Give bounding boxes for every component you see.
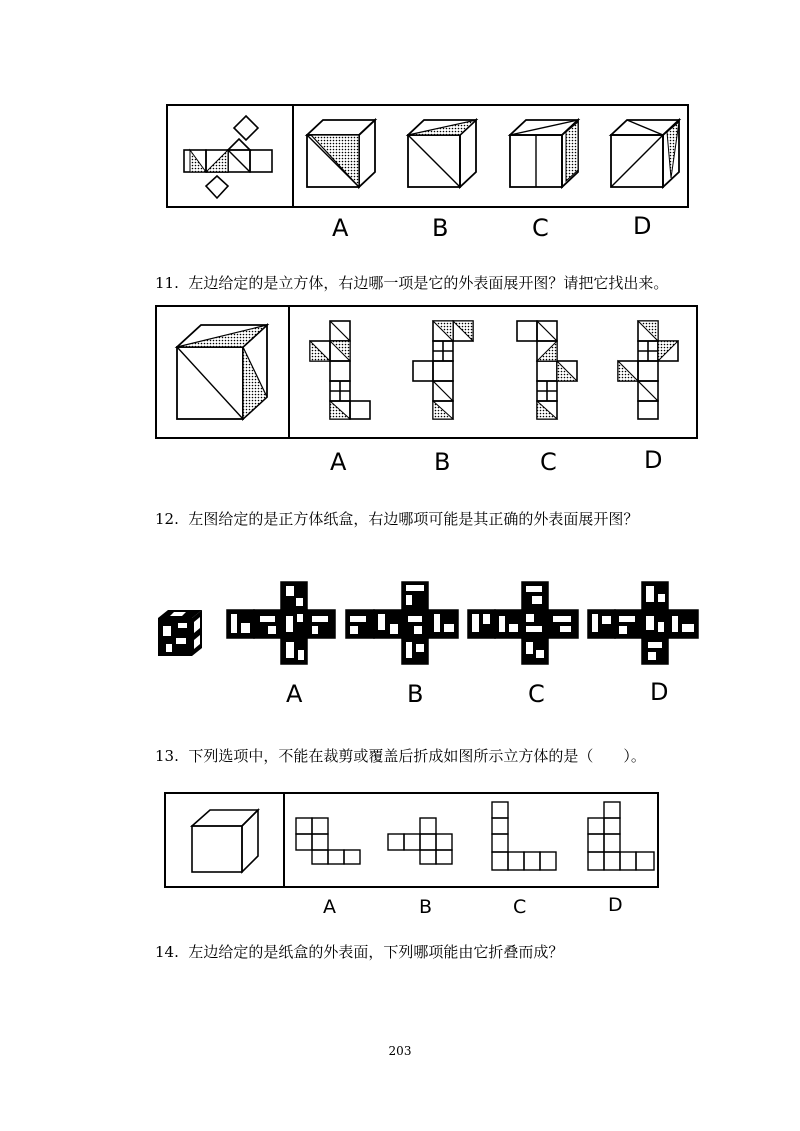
option-c-grid-net xyxy=(490,800,560,874)
option-label-d: D xyxy=(608,894,623,916)
option-a-net xyxy=(302,319,382,419)
given-net xyxy=(176,110,286,206)
option-b-net xyxy=(407,319,487,419)
question-11 xyxy=(155,272,668,293)
option-label-a: A xyxy=(330,448,347,476)
given-plain-cube xyxy=(190,808,262,874)
option-b-grid-net xyxy=(386,816,456,866)
option-c-cube xyxy=(508,118,583,193)
question-13-text: 下列选项中，不能在裁剪或覆盖后折成如图所示立方体的是（ ）。 xyxy=(188,747,646,765)
option-a-pattern-net xyxy=(224,580,338,666)
option-label-c: C xyxy=(540,448,557,476)
option-label-b: B xyxy=(407,680,424,708)
option-c-pattern-net xyxy=(466,580,582,666)
option-b-cube xyxy=(406,118,481,193)
question-12-text: 左图给定的是正方体纸盒，右边哪项可能是其正确的外表面展开图？ xyxy=(188,510,639,528)
option-label-a: A xyxy=(286,680,303,708)
option-label-d: D xyxy=(633,212,652,240)
question-14 xyxy=(155,941,563,962)
problem-10-figure xyxy=(166,104,689,208)
option-label-c: C xyxy=(532,214,549,242)
option-label-c: C xyxy=(528,680,545,708)
option-d-net xyxy=(612,319,692,419)
question-14-number: 14. xyxy=(155,943,179,961)
given-patterned-cube xyxy=(156,608,204,658)
option-a-cube xyxy=(305,118,380,193)
option-label-b: B xyxy=(419,896,433,918)
question-13 xyxy=(155,745,646,766)
question-12 xyxy=(155,508,638,529)
option-a-grid-net xyxy=(294,816,364,866)
problem-13-figure xyxy=(164,792,659,888)
option-label-a: A xyxy=(323,896,336,918)
option-label-a: A xyxy=(332,214,349,242)
option-d-cube xyxy=(609,118,684,193)
question-13-number: 13. xyxy=(155,747,179,765)
option-label-c: C xyxy=(513,896,527,918)
option-b-pattern-net xyxy=(344,580,462,666)
given-cube-11 xyxy=(173,321,273,421)
question-11-number: 11. xyxy=(155,274,179,292)
problem-11-figure xyxy=(155,305,698,439)
option-c-net xyxy=(509,319,589,419)
option-d-grid-net xyxy=(586,800,658,874)
question-11-text: 左边给定的是立方体，右边哪一项是它的外表面展开图？请把它找出来。 xyxy=(188,274,669,292)
option-label-b: B xyxy=(434,448,451,476)
option-label-b: B xyxy=(432,214,449,242)
option-label-d: D xyxy=(650,678,669,706)
option-label-d: D xyxy=(644,446,663,474)
page-number: 203 xyxy=(388,1044,412,1058)
option-d-pattern-net xyxy=(586,580,702,666)
question-14-text: 左边给定的是纸盒的外表面，下列哪项能由它折叠而成？ xyxy=(188,943,564,961)
question-12-number: 12. xyxy=(155,510,179,528)
